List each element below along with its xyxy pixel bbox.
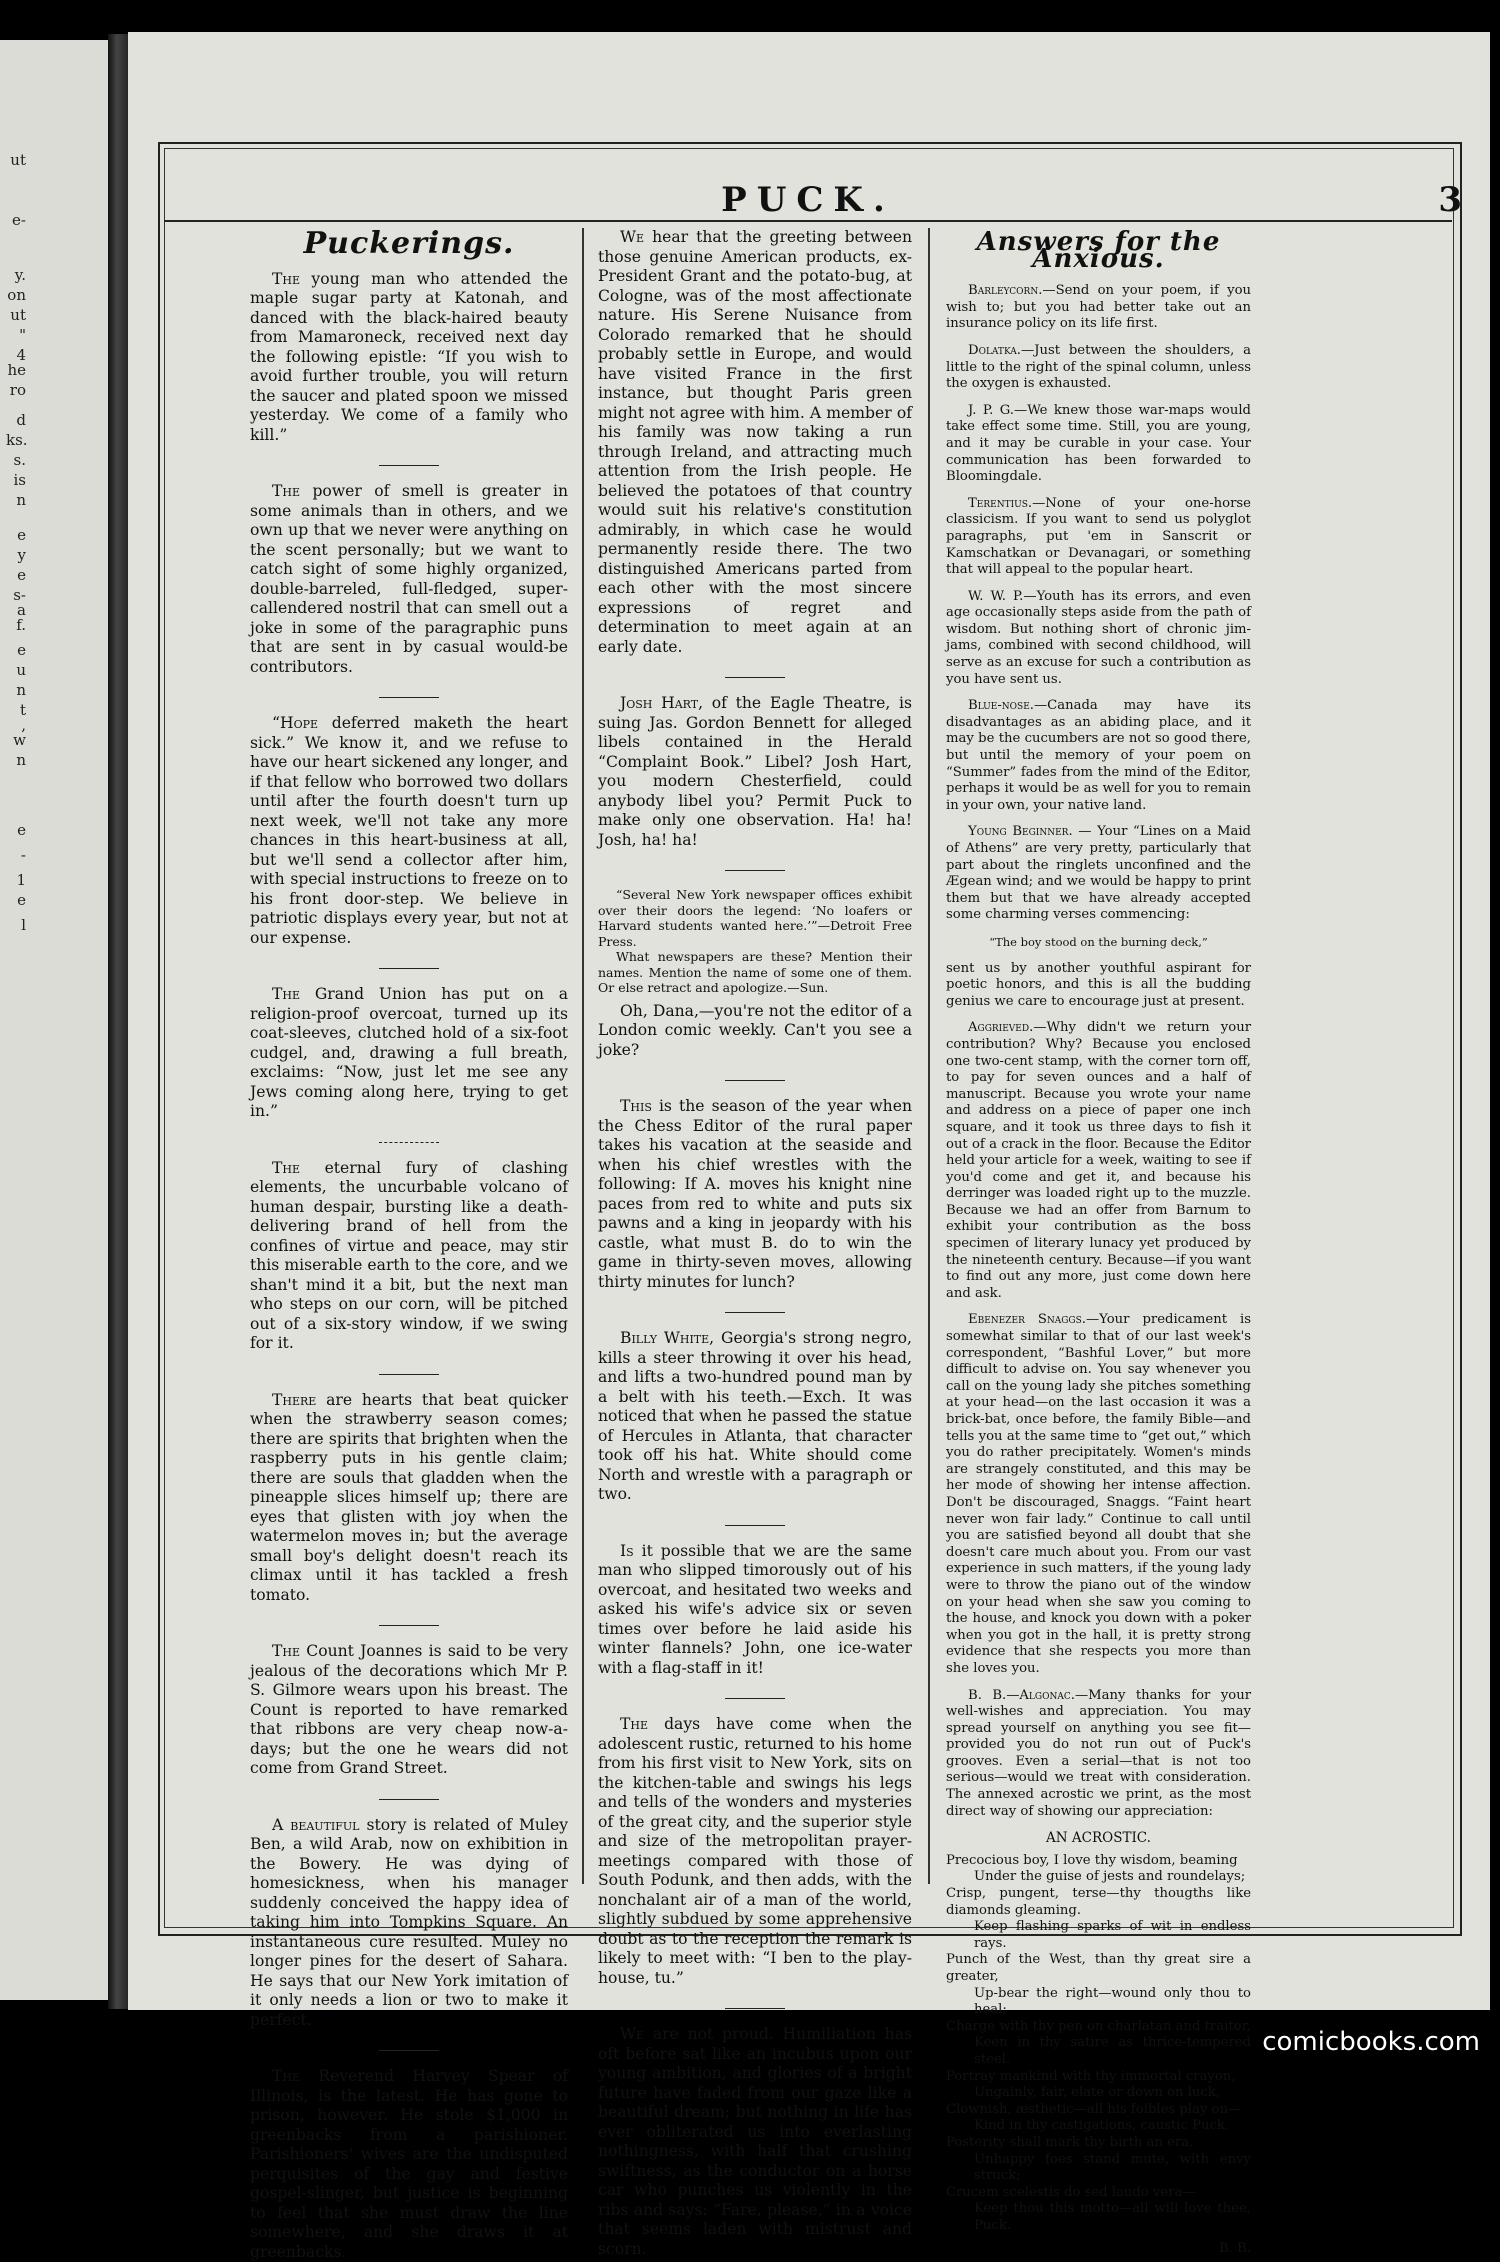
item-text: Georgia's strong negro, kills a steer throwing it over his head, and lifts a two-hundred pound man by a belt with his teeth.—Exch. It was noticed that when he passed the statue of Hercules in Atlanta, that character took off his hat. White should come North and wrestle with a paragraph or two. [598,1329,912,1503]
item-lead: J. P. G. [968,403,1014,418]
acrostic-line: Unhappy foes stand mute, with envy struck; [946,2152,1251,2185]
edge-text-fragment: e [6,890,26,910]
section-heading: Answers for the Anxious. [946,234,1251,267]
edge-text-fragment: a [6,600,26,620]
acrostic-title: AN ACROSTIC. [946,1830,1251,1847]
acrostic-line: Posterity shall mark thy birth an era, [946,2135,1251,2152]
item-lead: Blue-nose. [968,698,1034,713]
masthead [164,150,1452,222]
adjacent-page-edge [0,40,110,2000]
item-text: story is related of Muley Ben, a wild Arab, now on exhibition in the Bowery. He was dying of homesickness, when his manager suddenly conceived the happy idea of taking him into Tompkins Square. An instantaneous cure resulted. Muley no longer pines for the desert of Sahara. He says that our New York imitation of it only needs a lion or two to make it perfect. [250,1816,568,2029]
edge-text-fragment: e- [6,210,26,230]
edge-text-fragment: he [6,360,26,380]
acrostic-line: Keep thou this motto—all will love thee, Puck. [946,2201,1251,2234]
article-list [598,228,912,2259]
item-lead: The [620,1715,648,1733]
article-paragraph [598,1329,912,1505]
item-lead: Is [620,1542,634,1560]
article-paragraph [598,228,912,657]
item-lead: Barleycorn. [968,283,1042,298]
item-text: eternal fury of clashing elements, the uncurbable volcano of human despair, bursting like a death-delivering brand of hell from the confines of virtue and peace, may stir this miserable earth to the core, and we shan't mind it a bit, but the next man who steps on our corn, will be pitched out of a six-story window, if we swing for it. [250,1159,568,1353]
item-lead: W. W. P. [968,589,1023,604]
item-lead: B. B.—Algonac. [968,1688,1075,1703]
edge-text-fragment: t [6,700,26,720]
edge-text-fragment: s. [6,450,26,470]
masthead-title: PUCK. [164,180,1452,220]
item-lead: Young Beginner. [968,824,1073,839]
item-text: Oh, Dana,—you're not the editor of a London comic weekly. Can't you see a joke? [598,1002,912,1059]
edge-text-fragment: ut [6,150,26,170]
separator-rule [379,465,439,466]
edge-text-fragment: f. [6,615,26,635]
article-paragraph [598,1715,912,1988]
answer-paragraph [946,403,1251,486]
answer-list [946,283,1251,1820]
article-paragraph [250,1642,568,1779]
answer-paragraph [946,343,1251,393]
separator-rule [725,1525,785,1526]
item-text: —Just between the shoulders, a little to the right of the spinal column, unless the oxygen is exhausted. [946,343,1251,391]
article-paragraph [598,2025,912,2259]
signature: B. B. [946,2241,1251,2258]
edge-text-fragment: n [6,680,26,700]
page-binding [108,34,130,2009]
acrostic-line: Clownish, æsthetic—all his foibles play on— [946,2102,1251,2119]
separator-rule [379,1799,439,1800]
acrostic-line: Charge with thy pen on charlatan and traitor, [946,2019,1251,2036]
article-list [250,270,568,2262]
item-lead: “Hope [272,714,318,732]
item-text: days have come when the adolescent rustic, returned to his home from his first visit to New York, sits on the kitchen-table and swings his legs and tells of the wonders and mysteries of the great city, and the superior style and size of the metropolitan prayer-meetings compared with those of South Podunk, and then adds, with the nonchalant air of a man of the world, slightly subdued by some apprehensive doubt as to the reception the remark is likely to meet with: “I ben to the play-house, tu.” [598,1715,912,1987]
item-lead: The [272,482,300,500]
answer-paragraph [946,698,1251,814]
item-text: are hearts that beat quicker when the strawberry season comes; there are spirits that brighten when the raspberry puts in his gentle claim; there are souls that gladden when the pineapple slices himself up; there are eyes that glisten with joy when the watermelon moves in; but the average small boy's delight doesn't reach its climax until it has tackled a fresh tomato. [250,1391,568,1604]
edge-text-fragment: n [6,490,26,510]
item-text: Count Joannes is said to be very jealous of the decorations which Mr P. S. Gilmore wears upon his breast. The Count is reported to have remarked that ribbons are very cheap now-a-days; but the one he wears did not come from Grand Street. [250,1642,568,1777]
answer-paragraph [946,1688,1251,1821]
item-text: “The boy stood on the burning deck,” [989,935,1208,949]
edge-text-fragment: y [6,545,26,565]
acrostic-poem [946,1853,1251,2235]
item-text: —Many thanks for your well-wishes and appreciation. You may spread yourself on anything you see fit—provided you do not run out of Puck's grooves. Even a serial—that is not too serious—would we treat with consideration. The annexed acrostic we print, as the most direct way of showing our appreciation: [946,1688,1251,1819]
item-text: “Several New York newspaper offices exhibit over their doors the legend: ‘No loafers or Harvard students wanted here.’”—Detroit Free Press. [598,887,912,949]
answer-paragraph [946,824,1251,924]
edge-text-fragment: y. [6,265,26,285]
acrostic-line: Kind in thy castigations, caustic Puck. [946,2118,1251,2135]
article-paragraph [250,1391,568,1606]
item-lead: Terentius. [968,496,1032,511]
column-middle [598,228,912,1882]
separator-rule [725,2008,785,2009]
item-text: power of smell is greater in some animals than in others, and we own up that we never were anything on the scent personally; but we want to catch sight of some highly organized, double-barreled, full-fledged, super-callendered nostril that can smell out a joke in some of the paragraphic puns that are sent in by casual would-be contributors. [250,482,568,676]
article-paragraph [250,1816,568,2031]
item-text: —We knew those war-maps would take effect some time. Still, you are young, and it may be curable in your case. Your communication has been forwarded to Bloomingdale. [946,403,1251,484]
edge-text-fragment: , [6,715,26,735]
article-paragraph [598,887,912,949]
item-text: —Send on your poem, if you wish to; but you had better take out an insurance policy on its life first. [946,283,1251,331]
item-text: it possible that we are the same man who slipped timorously out of his overcoat, and hesitated two weeks and asked his wife's advice six or seven times over before he laid aside his winter flannels? John, one ice-water with a flag-staff in it! [598,1542,912,1677]
item-text: —Youth has its errors, and even age occasionally steps aside from the path of wisdom. But nothing short of chronic jim-jams, combined with second childhood, will serve as an excuse for such a contribution as you have sent us. [946,589,1251,687]
item-lead: The [272,2067,300,2085]
separator-rule [725,1312,785,1313]
item-lead: Billy White, [620,1329,714,1347]
edge-text-fragment: u [6,660,26,680]
acrostic-line: Ungainly, fair, elate or down on luck, [946,2085,1251,2102]
answer-paragraph [946,1312,1251,1677]
separator-rule [725,1698,785,1699]
item-text: —Your predicament is somewhat similar to that of our last week's correspondent, “Bashful Lover,” but more difficult to advise on. You say whenever you call on the young lady she pitches something at your head—on the last occasion it was a brick-bat, once before, the family Bible—and tells you at the same time to “get out,” which you do rather precipitately. Women's minds are strangely constituted, and this may be her mode of showing her intense affection. Don't be discouraged, Snaggs. “Faint heart never won fair lady.” Continue to call until you are satisfied beyond all doubt that she doesn't care much about you. From our vast experience in such matters, if the young lady were to throw the piano out of the window on your head when she saw you coming to the house, and knock you down with a poker when you got in the hall, it is pretty strong evidence that she respects you more than she loves you. [946,1312,1251,1675]
edge-text-fragment: is [6,470,26,490]
item-lead: A beautiful [272,1816,359,1834]
item-text: young man who attended the maple sugar party at Katonah, and danced with the black-haired beauty from Mamaroneck, received next day the following epistle: “If you wish to avoid further trouble, you will return the saucer and plated spoon we missed yesterday. We come of a family who kill.” [250,270,568,444]
item-text: Reverend Harvey Spear of Illinois, is the latest. He has gone to prison, however. He stole $1,000 in greenbacks from a parishioner. Parishioners' wives are the undisputed perquisites of the gay and festive gospel-slinger, but justice is beginning to feel that she must draw the line somewhere, and she draws it at greenbacks. [250,2067,568,2261]
item-text: —Why didn't we return your contribution? Why? Because you enclosed one two-cent stamp, with the corner torn off, to pay for seven ounces and a half of manuscript. Because you wrote your name and address on a piece of paper one inch square, and it took us three days to fish it out of a crack in the floor. Because the Editor held your article for a week, waiting to see if you'd come and get it, and because his derringer was loaded right up to the muzzle. Because we had an offer from Barnum to exhibit your contribution as the boss specimen of literary lunacy yet produced by the nineteenth century. Because—if you want to find out any more, just come down here and ask. [946,1020,1251,1301]
edge-text-fragment: - [6,845,26,865]
article-paragraph [250,270,568,446]
item-text: of the Eagle Theatre, is suing Jas. Gordon Bennett for alleged libels contained in the Herald “Complaint Book.” Libel? Josh Hart, you modern Chesterfield, could anybody libel you? Permit Puck to make only one observation. Ha! ha! Josh, ha! ha! [598,694,912,849]
separator-rule [379,1374,439,1375]
magazine-page [128,32,1490,2010]
article-paragraph [598,1542,912,1679]
article-paragraph [250,1159,568,1354]
edge-text-fragment: w [6,730,26,750]
answer-paragraph [946,283,1251,333]
acrostic-line: Up-bear the right—wound only thou to heal; [946,1986,1251,2019]
acrostic-line: Under the guise of jests and roundelays; [946,1869,1251,1886]
item-text: hear that the greeting between those genuine American products, ex-President Grant and the potato-bug, at Cologne, was of the most affectionate nature. His Serene Nuisance from Colorado remarked that he should probably settle in Europe, and would have visited France in the first instance, but thought Paris green might not agree with him. A member of his family was now taking a run through Ireland, and attracting much attention from the Irish people. He believed the potatoes of that country would suit his relative's constitution admirably, in which case he would permanently reside there. The two distinguished Americans parted from each other with the most sincere expressions of regret and determination to meet again at an early date. [598,228,912,656]
item-lead: The [272,1159,300,1177]
article-paragraph [598,1097,912,1292]
acrostic-line: Punch of the West, than thy great sire a greater, [946,1952,1251,1985]
answer-paragraph [946,961,1251,1011]
item-text: — Your “Lines on a Maid of Athens” are very pretty, particularly that part about the ringlets unconfined and the Ægean wind; and we would be happy to print them but that we have already accepted some charming verses commencing: [946,824,1251,922]
item-lead: This [620,1097,652,1115]
section-heading: Puckerings. [250,234,568,254]
separator-rule [379,968,439,969]
item-text: —Canada may have its disadvantages as an abiding place, and it may be the cucumbers are not so good there, but until the memory of your poem on “Summer” fades from the mind of the Editor, perhaps it would be as well for you to remain in your own, your native land. [946,698,1251,813]
page-number: 3 [1438,180,1462,220]
item-lead: Dolatka. [968,343,1021,358]
answer-paragraph [946,1020,1251,1302]
article-paragraph [250,714,568,948]
article-paragraph [250,985,568,1122]
acrostic-line: Portray mankind with thy immortal crayon, [946,2069,1251,2086]
edge-text-fragment: " [6,325,26,345]
separator-rule [379,2050,439,2051]
item-lead: Ebenezer Snaggs. [968,1312,1086,1327]
item-text: sent us by another youthful aspirant for poetic honors, and this is all the budding genius we care to encourage just at present. [946,961,1251,1009]
article-paragraph [598,1002,912,1061]
edge-text-fragment: e [6,525,26,545]
answer-paragraph [946,496,1251,579]
acrostic-line: Crucem scelestis do sed laudo vera— [946,2185,1251,2202]
edge-text-fragment: 1 [6,870,26,890]
item-lead: The [272,270,300,288]
column-answers [946,228,1251,1882]
edge-text-fragment: 4 [6,345,26,365]
acrostic-line: Keen in thy satire as thrice-tempered steel. [946,2035,1251,2068]
item-text: are not proud. Humiliation has oft before sat like an incubus upon our young ambition, and glories of a bright future have faded from our gaze like a beautiful dream; but nothing in life has ever obliterated us into everlasting nothingness, with half that crushing swiftness, as the conductor on a horse car who punches us violently in the ribs and says: “Fare, please,” in a voice that seems laden with mistrust and scorn. [598,2025,912,2258]
separator-rule [379,1625,439,1626]
item-text: deferred maketh the heart sick.” We know it, and we refuse to have our heart sickened any longer, and if that fellow who borrowed two dollars until after the fourth doesn't turn up next week, we'll not take any more chances in this heart-business at all, but we'll send a collector after him, with special instructions to freeze on to his front door-step. We believe in patriotic displays every year, but not at our expense. [250,714,568,947]
acrostic-line: Crisp, pungent, terse—thy thougths like diamonds gleaming. [946,1886,1251,1919]
edge-text-fragment: e [6,640,26,660]
column-puckerings [250,228,568,1882]
article-paragraph [598,694,912,850]
edge-text-fragment: e [6,565,26,585]
acrostic-line: Keep flashing sparks of wit in endless rays. [946,1919,1251,1952]
column-rule [582,228,584,1884]
item-lead: We [620,2025,644,2043]
edge-text-fragment: n [6,750,26,770]
watermark-text: comicbooks.com [1262,2027,1480,2057]
column-rule [928,228,930,1884]
answer-paragraph [946,934,1251,951]
item-lead: There [272,1391,316,1409]
separator-rule [379,697,439,698]
answer-paragraph [946,589,1251,689]
article-paragraph [598,949,912,996]
item-lead: The [272,1642,300,1660]
edge-text-fragment: l [6,915,26,935]
edge-text-fragment: s- [6,585,26,605]
item-lead: Josh Hart, [620,694,703,712]
item-lead: We [620,228,644,246]
separator-rule [379,1142,439,1143]
item-text: Grand Union has put on a religion-proof overcoat, turned up its coat-sleeves, clutched hold of a six-foot cudgel, and, drawing a full breath, exclaims: “Now, just let me see any Jews coming along here, trying to get in.” [250,985,568,1120]
item-lead: The [272,985,300,1003]
edge-text-fragment: d [6,410,26,430]
acrostic-line: Precocious boy, I love thy wisdom, beaming [946,1853,1251,1870]
edge-text-fragment: e [6,820,26,840]
separator-rule [725,1080,785,1081]
item-lead: Aggrieved. [968,1020,1033,1035]
item-text: What newspapers are these? Mention their names. Mention the name of some one of them. Or else retract and apologize.—Sun. [598,949,912,995]
edge-text-fragment: on [6,285,26,305]
item-text: is the season of the year when the Chess Editor of the rural paper takes his vacation at the seaside and when his chief wrestles with the following: If A. moves his knight nine paces from red to white and puts six pawns and a king in jeopardy with his castle, what must B. do to win the game in thirty-seven moves, allowing thirty minutes for lunch? [598,1097,912,1291]
separator-rule [725,870,785,871]
article-paragraph [250,2067,568,2262]
separator-rule [725,677,785,678]
edge-text-fragment: ks. [6,430,26,450]
article-paragraph [250,482,568,677]
edge-text-fragment: ro [6,380,26,400]
edge-text-fragment: ut [6,305,26,325]
item-text: —None of your one-horse classicism. If you want to send us polyglot paragraphs, put 'em in Sanscrit or Kamschatkan or Devanagari, or something that will appeal to the popular heart. [946,496,1251,577]
